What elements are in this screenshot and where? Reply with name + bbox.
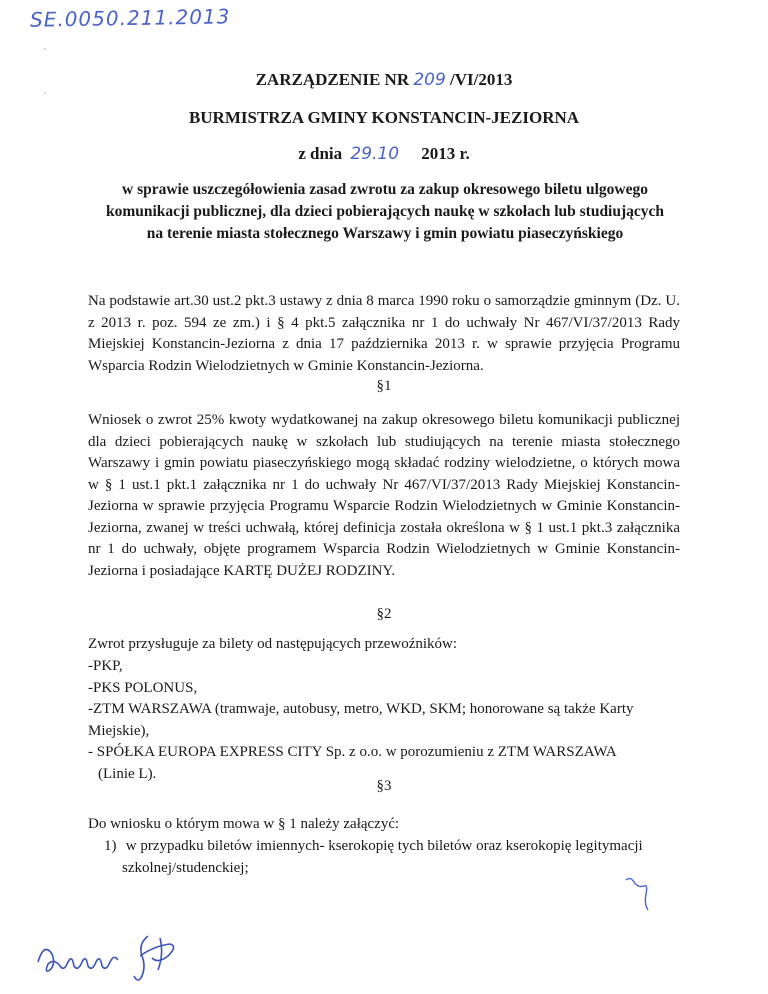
scan-speck	[44, 48, 46, 50]
date-suffix: 2013 r.	[421, 144, 470, 163]
date-prefix: z dnia	[298, 144, 343, 163]
section-2-intro: Zwrot przysługuje za bilety od następujących przewoźników:	[88, 636, 458, 652]
title-prefix: ZARZĄDZENIE NR	[255, 70, 410, 89]
list-item: -PKP,	[88, 658, 123, 674]
list-item: - SPÓŁKA EUROPA EXPRESS CITY Sp. z o.o. w porozumieniu z ZTM WARSZAWA	[88, 744, 617, 760]
list-item-note: (Linie L).	[98, 765, 157, 782]
subject: w sprawie uszczegółowienia zasad zwrotu za zakup okresowego biletu ulgowego komunikacji publicznej, dla dzieci pobierających naukę w szkołach lub studiujących na terenie miasta stołecznego Warszawy i gmin powiatu piaseczyńskiego	[105, 181, 665, 242]
list-item: -PKS POLONUS,	[88, 679, 198, 696]
document-title	[0, 70, 768, 90]
section-3-intro: Do wniosku o którym mowa w § 1 należy załączyć:	[88, 816, 400, 832]
scan-speck	[44, 92, 46, 94]
legal-basis-paragraph: Na podstawie art.30 ust.2 pkt.3 ustawy z dnia 8 marca 1990 roku o samorządzie gminnym (Dz. U. z 2013 r. poz. 594 ze zm.) i § 4 pkt.5 załącznika nr 1 do uchwały Nr 467/VI/37/2013 Rady Miejskiej Konstancin-Jeziorna z dnia 17 października 2013 r. w sprawie przyjęcia Programu Wsparcia Rodzin Wielodzietnych w Gminie Konstancin-Jeziorna.	[88, 293, 680, 374]
list-item: -ZTM WARSZAWA (tramwaje, autobusy, metro, WKD, SKM; honorowane są także Karty Miejskie),	[88, 701, 634, 739]
section-1-heading: §1	[376, 378, 392, 394]
handwritten-reference-number: SE.0050.211.2013	[29, 4, 231, 32]
section-2-heading: §2	[376, 606, 392, 622]
handwritten-date: 29.10	[350, 144, 400, 164]
attachment-list-item	[104, 836, 680, 879]
item-text-continued: szkolnej/studenckiej;	[122, 859, 249, 876]
section-3-heading: §3	[376, 778, 392, 794]
signature	[30, 924, 200, 988]
title-suffix: /VI/2013	[450, 70, 513, 89]
date-line	[0, 144, 768, 164]
section-1-body: Wniosek o zwrot 25% kwoty wydatkowanej na zakup okresowego biletu komunikacji publicznej dla dzieci pobierających naukę w szkołach lub studiujących na terenie miasta stołecznego Warszawy i gmin powiatu piaseczyńskiego mogą składać rodziny wielodzietne, o których mowa w § 1 ust.1 pkt.1 załącznika nr 1 do uchwały Nr 467/VI/37/2013 Rady Miejskiej Konstancin-Jeziorna w sprawie przyjęcia Programu Wsparcie Rodzin Wielodzietnych w Gminie Konstancin-Jeziorna, zwanej w treści uchwałą, której definicja została określona w § 1 ust.1 pkt.3 załącznika nr 1 do uchwały, objęte programem Wsparcia Rodzin Wielodzietnych w Gminie Konstancin-Jeziorna i posiadające KARTĘ DUŻEJ RODZINY.	[88, 412, 680, 579]
issuing-authority: BURMISTRZA GMINY KONSTANCIN-JEZIORNA	[188, 108, 580, 127]
carrier-list	[88, 656, 680, 785]
item-number: 1)	[104, 838, 117, 854]
handwritten-mark	[622, 874, 652, 914]
item-text: w przypadku biletów imiennych- kserokopię tych biletów oraz kserokopię legitymacji	[125, 838, 643, 854]
handwritten-order-number: 209	[413, 70, 446, 90]
